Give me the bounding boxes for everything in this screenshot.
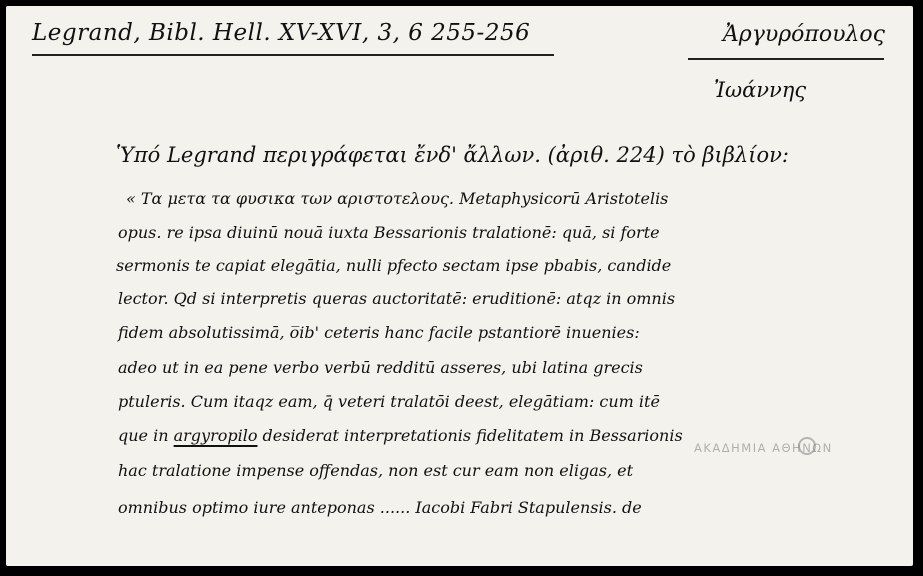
watermark: ΑΚΑΔΗΜΙΑ ΑΘΗΝΩΝ (694, 441, 833, 455)
text-line-8 (118, 426, 683, 445)
text-line-3: sermonis te capiat elegātia, nulli pfecto sectam ipse pbabis, candide (116, 256, 672, 275)
text-line-6: adeo ut in ea pene verbo verbū redditū asseres, ubi latina grecis (118, 358, 643, 377)
bibliographic-reference: Legrand, Bibl. Hell. XV-XVI, 3, 6 255-256 (32, 20, 531, 46)
author-underline (688, 58, 884, 60)
author-given-name: Ἰωάννης (714, 78, 807, 102)
text-line-1: « Τα μετα τα φυσικα των αριστοτελους. Metaphysicorū Aristotelis (126, 189, 669, 208)
text-line-0: Ὑπό Legrand περιγράφεται ἔνδ' ἄλλων. (ἀριθ. 224) τὸ βιβλίον: (116, 143, 789, 167)
author-surname: Ἀργυρόπουλος (722, 22, 885, 47)
text-line-8-end: desiderat interpretationis fidelitatem in Bessarionis (257, 426, 683, 445)
text-line-5: fidem absolutissimā, o̅ib' ceteris hanc facile pstantiorē inuenies: (118, 323, 640, 342)
text-line-7: ptuleris. Cum itaqz eam, q̄ veteri tralatōi deest, elegātiam: cum itē (118, 392, 660, 411)
catalog-card (6, 6, 913, 566)
reference-underline (32, 54, 554, 56)
text-line-2: opus. re ipsa diuinū nouā iuxta Bessarionis tralationē: quā, si forte (118, 223, 660, 242)
text-line-10: omnibus optimo iure anteponas ...... Iacobi Fabri Stapulensis. de (118, 498, 642, 517)
text-line-9: hac tralatione impense offendas, non est cur eam non eligas, et (118, 461, 634, 480)
underlined-word: argyropilo (173, 426, 258, 445)
text-line-8-start: que in (118, 426, 174, 445)
text-line-4: lector. Qd si interpretis queras auctoritatē: eruditionē: atqz in omnis (118, 289, 676, 308)
